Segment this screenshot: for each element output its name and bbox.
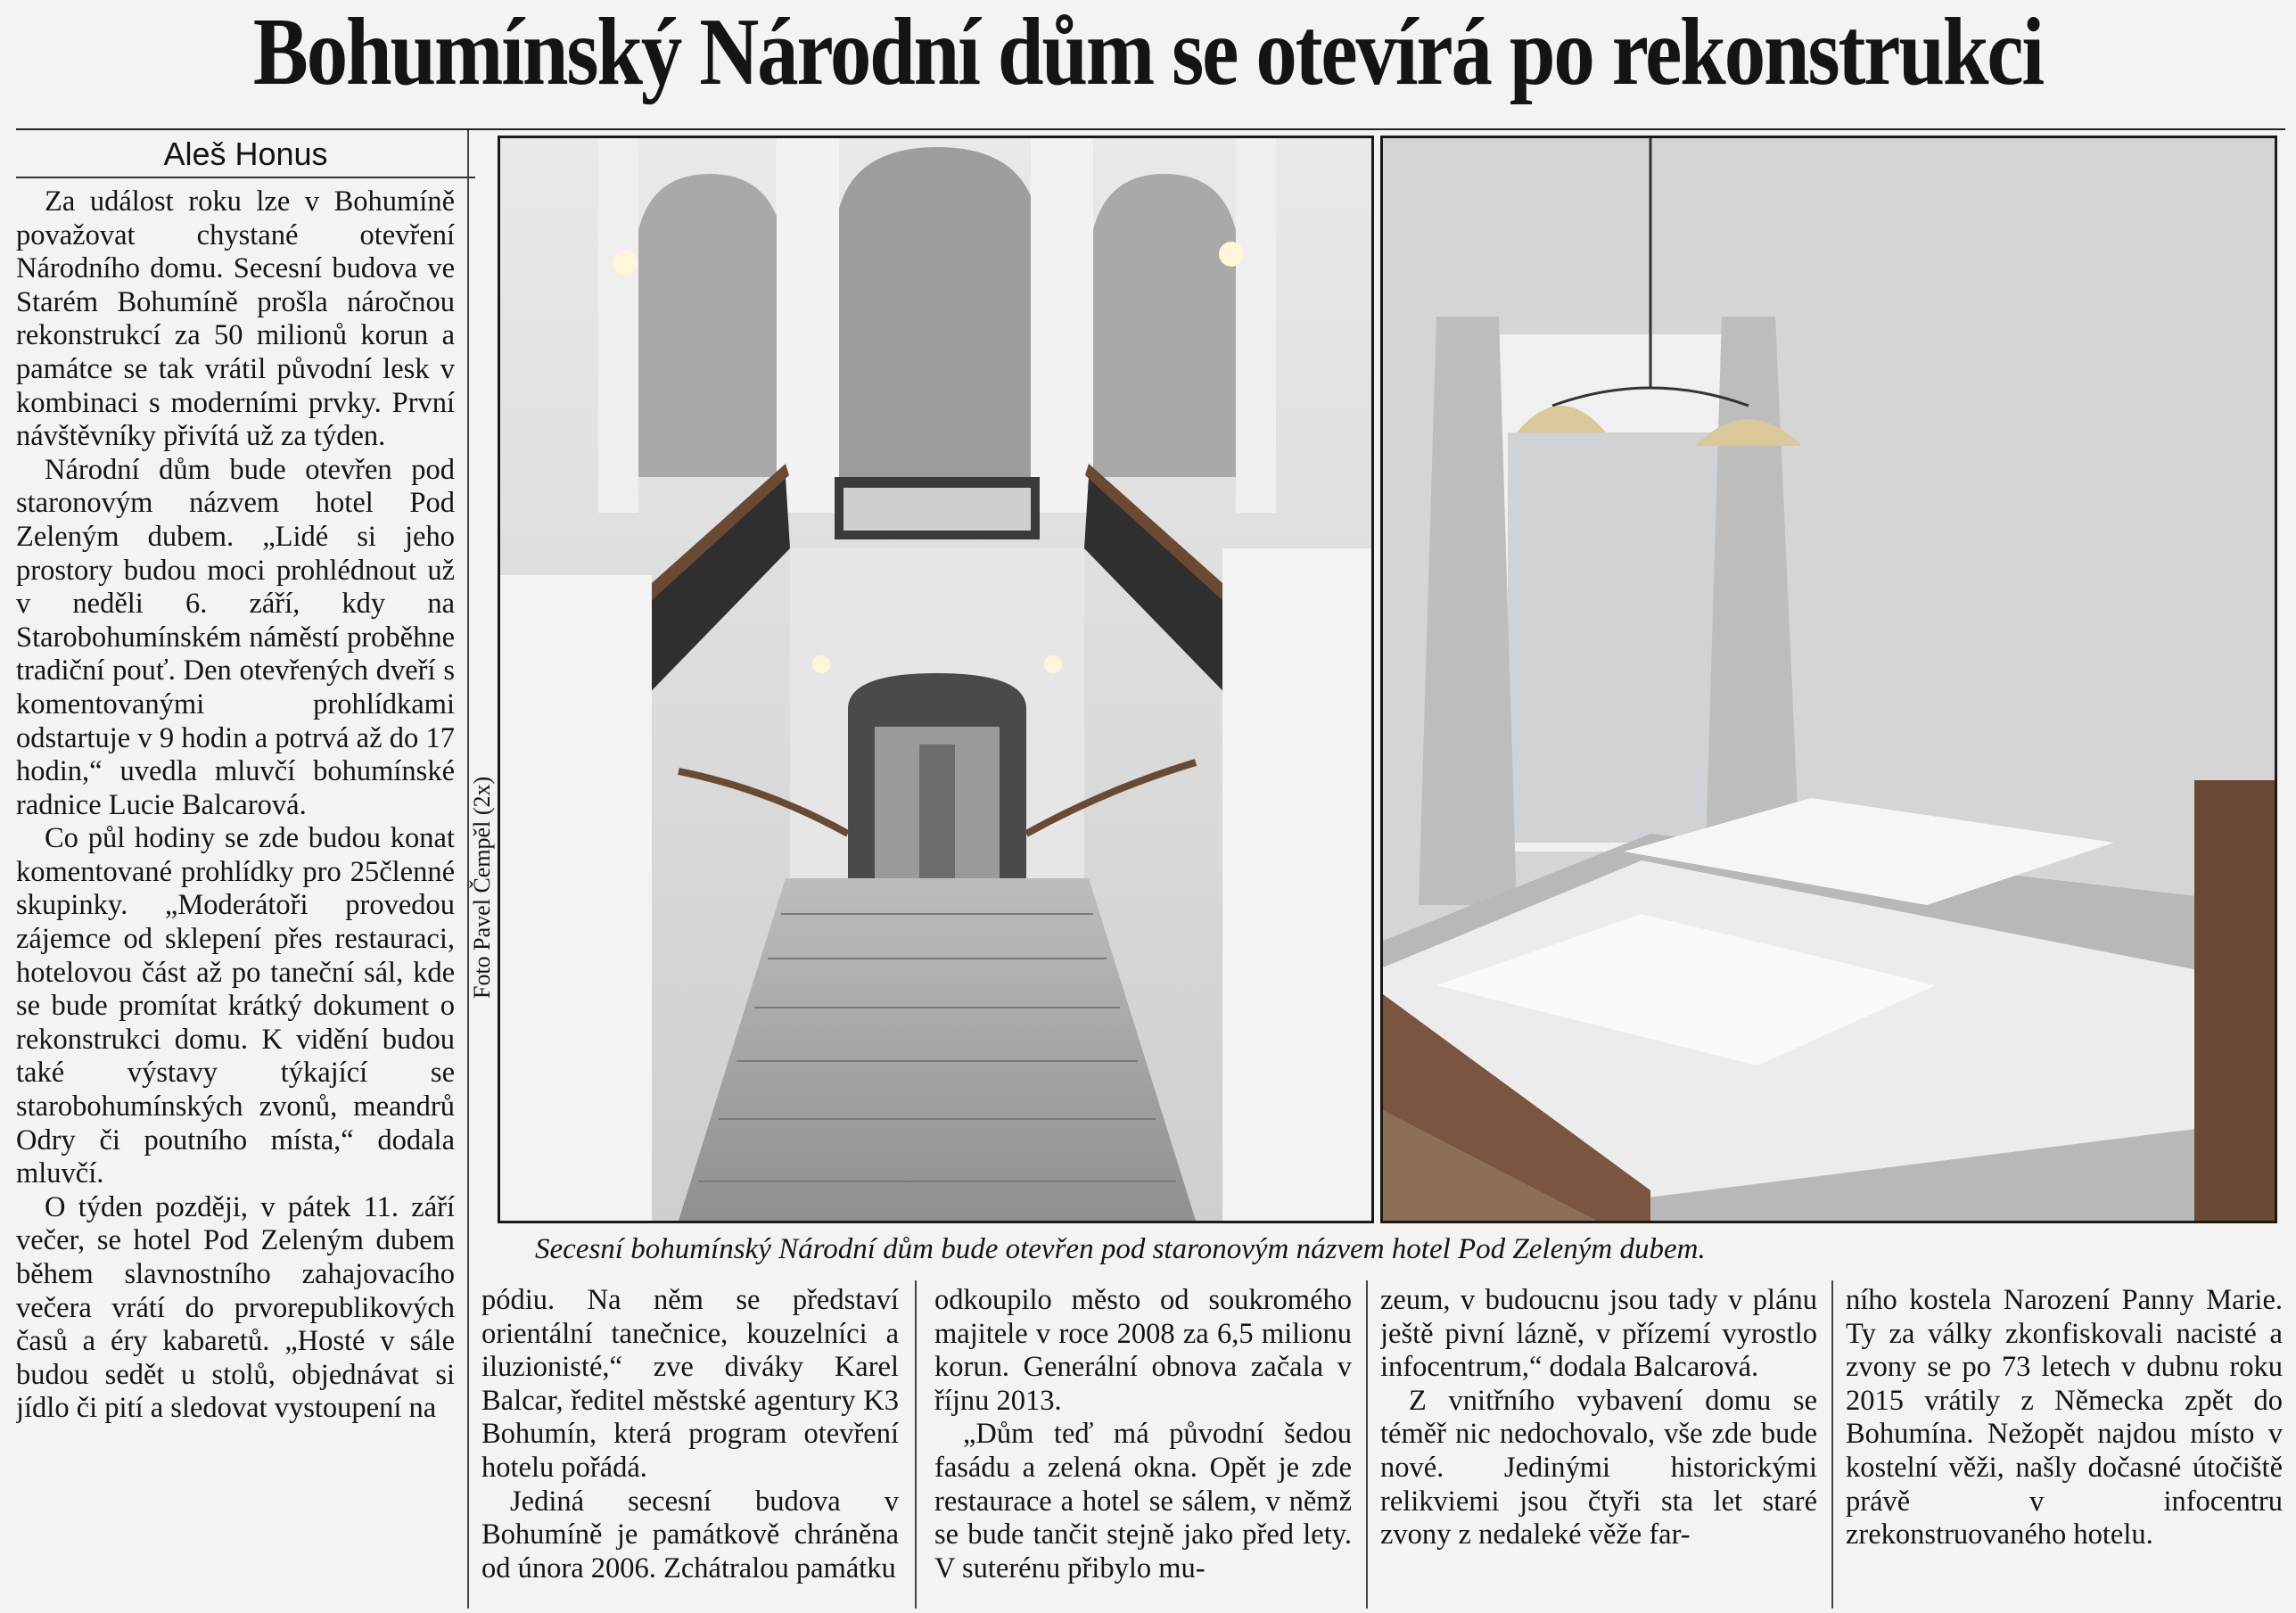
paragraph: ního kostela Narození Panny Marie. Ty za války zkonfiskovali nacisté a zvony se po 73 letech v dubnu roku 2015 vrátily z Německa zpět do Bohumína. Nežopět najdou místo v kostelní věži, našly dočasné útočiště právě v infocentru zrekonstruovaného hotelu.: [1846, 1284, 2283, 1551]
hotel-room-photo: [1380, 136, 2277, 1223]
headline-rule: [16, 128, 2285, 130]
article-column-3: [934, 1284, 1352, 1609]
paragraph: O týden později, v pátek 11. září večer, se hotel Pod Zeleným dubem během slavnostního zahajovacího večera vrátí do prvorepublikových časů a éry kabaretů. „Hosté v sále budou sedět u stolů, objednávat si jídlo či pití a sledovat vystoupení na: [16, 1190, 455, 1425]
paragraph: zeum, v budoucnu jsou tady v plánu ještě pivní lázně, v přízemí vyrostlo infocentrum,“ dodala Balcarová.: [1380, 1284, 1817, 1384]
article-column-2: [481, 1284, 899, 1609]
paragraph: Za událost roku lze v Bohumíně považovat chystané otevření Národního domu. Secesní budova ve Starém Bohumíně prošla náročnou rekonstrukcí za 50 milionů korun a památce se tak vrátil původní lesk v kombinaci s moderními prvky. První návštěvníky přivítá už za týden.: [16, 185, 455, 453]
paragraph: Z vnitřního vybavení domu se téměř nic nedochovalo, vše zde bude nové. Jedinými historickými relikviemi jsou čtyři sta let staré zvony z nedaleké věže far-: [1380, 1384, 1817, 1551]
paragraph: odkoupilo město od soukromého majitele v roce 2008 za 6,5 milionu korun. Generální obnova začala v říjnu 2013.: [934, 1284, 1352, 1417]
author-byline: Aleš Honus: [163, 136, 328, 172]
column-divider: [915, 1280, 917, 1609]
paragraph: Jediná secesní budova v Bohumíně je památkově chráněna od února 2006. Zchátralou památku: [481, 1485, 899, 1584]
headline: Bohumínský Národní dům se otevírá po rekonstrukci: [252, 0, 2044, 105]
article-column-1: [16, 185, 455, 1609]
photo-credit: Foto Pavel Čempěl (2x): [469, 776, 495, 999]
article-column-4: [1380, 1284, 1817, 1609]
column-divider: [1366, 1280, 1368, 1609]
byline-rule: [16, 177, 475, 178]
column-divider: [1831, 1280, 1833, 1609]
photo-caption: Secesní bohumínský Národní dům bude otevřen pod staronovým názvem hotel Pod Zeleným dubem.: [535, 1233, 1706, 1265]
staircase-photo: [498, 136, 1374, 1223]
paragraph: Národní dům bude otevřen pod staronovým názvem hotel Pod Zeleným dubem. „Lidé si jeho prostory budou moci prohlédnout už v neděli 6. září, kdy na Starobohumínském náměstí proběhne tradiční pouť. Den otevřených dveří s komentovanými prohlídkami odstartuje v 9 hodin a potrvá až do 17 hodin,“ uvedla mluvčí bohumínské radnice Lucie Balcarová.: [16, 453, 455, 821]
paragraph: Co půl hodiny se zde budou konat komentované prohlídky pro 25členné skupinky. „Moderátoři provedou zájemce od sklepení přes restauraci, hotelovou část až po taneční sál, kde se bude promítat krátký dokument o rekonstrukci domu. K vidění budou také výstavy týkající se starobohumínských zvonů, meandrů Odry či poutního místa,“ dodala mluvčí.: [16, 822, 455, 1190]
article-column-5: [1846, 1284, 2283, 1609]
paragraph: „Dům teď má původní šedou fasádu a zelená okna. Opět je zde restaurace a hotel se sálem, v němž se bude tančit stejně jako před lety. V suterénu přibylo mu-: [934, 1418, 1352, 1584]
paragraph: pódiu. Na něm se představí orientální tanečnice, kouzelníci a iluzionisté,“ zve diváky Karel Balcar, ředitel městské agentury K3 Bohumín, která program otevření hotelu pořádá.: [481, 1284, 899, 1484]
